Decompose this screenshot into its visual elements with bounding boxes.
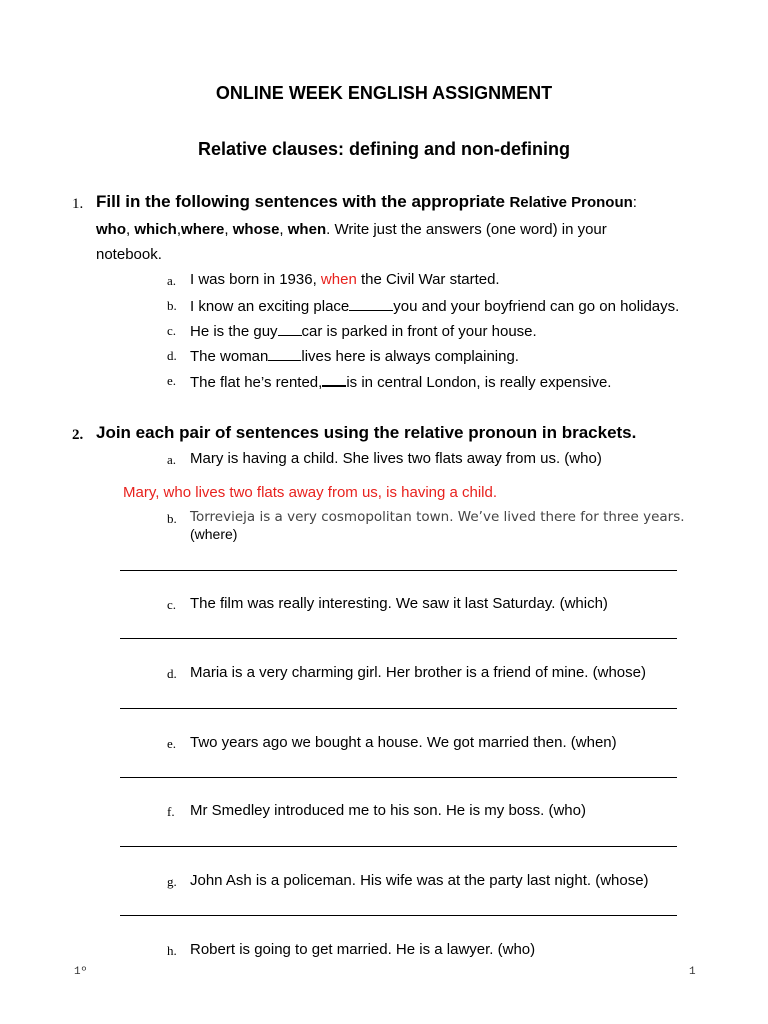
s2-item-f-letter: f. bbox=[167, 804, 175, 819]
pronoun-which: which bbox=[134, 221, 177, 238]
section1-heading-term: Relative Pronoun bbox=[509, 194, 633, 211]
answer-line-c[interactable] bbox=[120, 638, 677, 639]
s1-item-b-blank[interactable] bbox=[349, 296, 393, 311]
s1-item-c-after: car is parked in front of your house. bbox=[301, 323, 537, 340]
page-subtitle: Relative clauses: defining and non-defining bbox=[197, 139, 571, 159]
s1-item-d-letter: d. bbox=[167, 348, 177, 363]
s1-item-c-before: He is the guy bbox=[190, 323, 278, 340]
section1-heading-colon: : bbox=[632, 194, 637, 211]
s2-item-g: John Ash is a policeman. His wife was at the party last night. (whose) bbox=[190, 872, 649, 889]
footer-left: 1º bbox=[74, 966, 88, 978]
footer-page-number: 1 bbox=[689, 966, 696, 978]
section1-heading-text: Fill in the following sentences with the appropriate bbox=[96, 192, 505, 211]
s1-item-e-before: The flat he’s rented, bbox=[190, 374, 323, 391]
section1-instruction-text: . Write just the answers (one word) in your bbox=[326, 221, 607, 238]
s1-item-b-letter: b. bbox=[167, 298, 177, 313]
pronoun-where: where bbox=[181, 221, 225, 238]
s1-item-a bbox=[190, 271, 500, 288]
s2-item-d-letter: d. bbox=[167, 666, 177, 681]
section1-instruction-cont: notebook. bbox=[96, 246, 162, 263]
answer-line-e[interactable] bbox=[120, 777, 677, 778]
s2-item-e-letter: e. bbox=[167, 736, 177, 751]
s1-item-d-before: The woman bbox=[190, 348, 269, 365]
s1-item-a-before: I was born in 1936, bbox=[190, 271, 321, 288]
s1-item-d bbox=[190, 346, 519, 365]
answer-line-g[interactable] bbox=[120, 915, 677, 916]
s2-item-a-letter: a. bbox=[167, 452, 177, 467]
s1-item-c-letter: c. bbox=[167, 323, 177, 338]
s2-item-c-letter: c. bbox=[167, 597, 177, 612]
s1-item-b-after: you and your boyfriend can go on holidays. bbox=[393, 298, 680, 315]
s2-item-a: Mary is having a child. She lives two flats away from us. (who) bbox=[190, 450, 602, 467]
s2-example-answer: Mary, who lives two flats away from us, is having a child. bbox=[123, 484, 498, 501]
s2-item-b-cont: (where) bbox=[190, 526, 238, 542]
page-title: ONLINE WEEK ENGLISH ASSIGNMENT bbox=[215, 83, 553, 103]
s1-item-c bbox=[190, 321, 537, 340]
pronoun-whose: whose bbox=[232, 221, 280, 238]
s1-item-b bbox=[190, 296, 679, 315]
s2-item-g-letter: g. bbox=[167, 874, 177, 889]
s2-item-d: Maria is a very charming girl. Her brother is a friend of mine. (whose) bbox=[190, 664, 646, 681]
s2-item-h-letter: h. bbox=[167, 943, 177, 958]
answer-line-f[interactable] bbox=[120, 846, 677, 847]
s2-item-c: The film was really interesting. We saw it last Saturday. (which) bbox=[190, 595, 608, 612]
s1-item-e-letter: e. bbox=[167, 373, 177, 388]
pronoun-who: who bbox=[96, 221, 126, 238]
s1-item-e-after: is in central London, is really expensive. bbox=[346, 374, 612, 391]
section2-heading: Join each pair of sentences using the relative pronoun in brackets. bbox=[96, 423, 637, 442]
section2-number: 2. bbox=[72, 427, 84, 443]
s1-item-c-blank[interactable] bbox=[278, 321, 302, 336]
s1-item-e bbox=[190, 371, 611, 391]
s2-item-b-letter: b. bbox=[167, 511, 177, 526]
s1-item-e-blank[interactable] bbox=[322, 371, 346, 387]
s2-item-h: Robert is going to get married. He is a lawyer. (who) bbox=[190, 941, 536, 958]
s1-item-b-before: I know an exciting place bbox=[190, 298, 350, 315]
s2-item-e: Two years ago we bought a house. We got married then. (when) bbox=[190, 734, 617, 751]
s2-item-f: Mr Smedley introduced me to his son. He is my boss. (who) bbox=[190, 802, 586, 819]
section1-instruction: who, which,where, whose, when. Write just the answers (one word) in your bbox=[96, 221, 607, 238]
s1-item-d-blank[interactable] bbox=[268, 346, 301, 361]
section1-heading bbox=[96, 192, 637, 212]
answer-line-d[interactable] bbox=[120, 708, 677, 709]
s1-item-a-after: the Civil War started. bbox=[356, 271, 500, 288]
s1-item-a-letter: a. bbox=[167, 273, 177, 288]
section1-number: 1. bbox=[72, 196, 84, 212]
pronoun-when: when bbox=[287, 221, 327, 238]
s1-item-a-answer: when bbox=[320, 271, 357, 288]
answer-line-b[interactable] bbox=[120, 570, 677, 571]
s1-item-d-after: lives here is always complaining. bbox=[301, 348, 519, 365]
s2-item-b: Torrevieja is a very cosmopolitan town. We’ve lived there for three years. bbox=[190, 509, 685, 525]
